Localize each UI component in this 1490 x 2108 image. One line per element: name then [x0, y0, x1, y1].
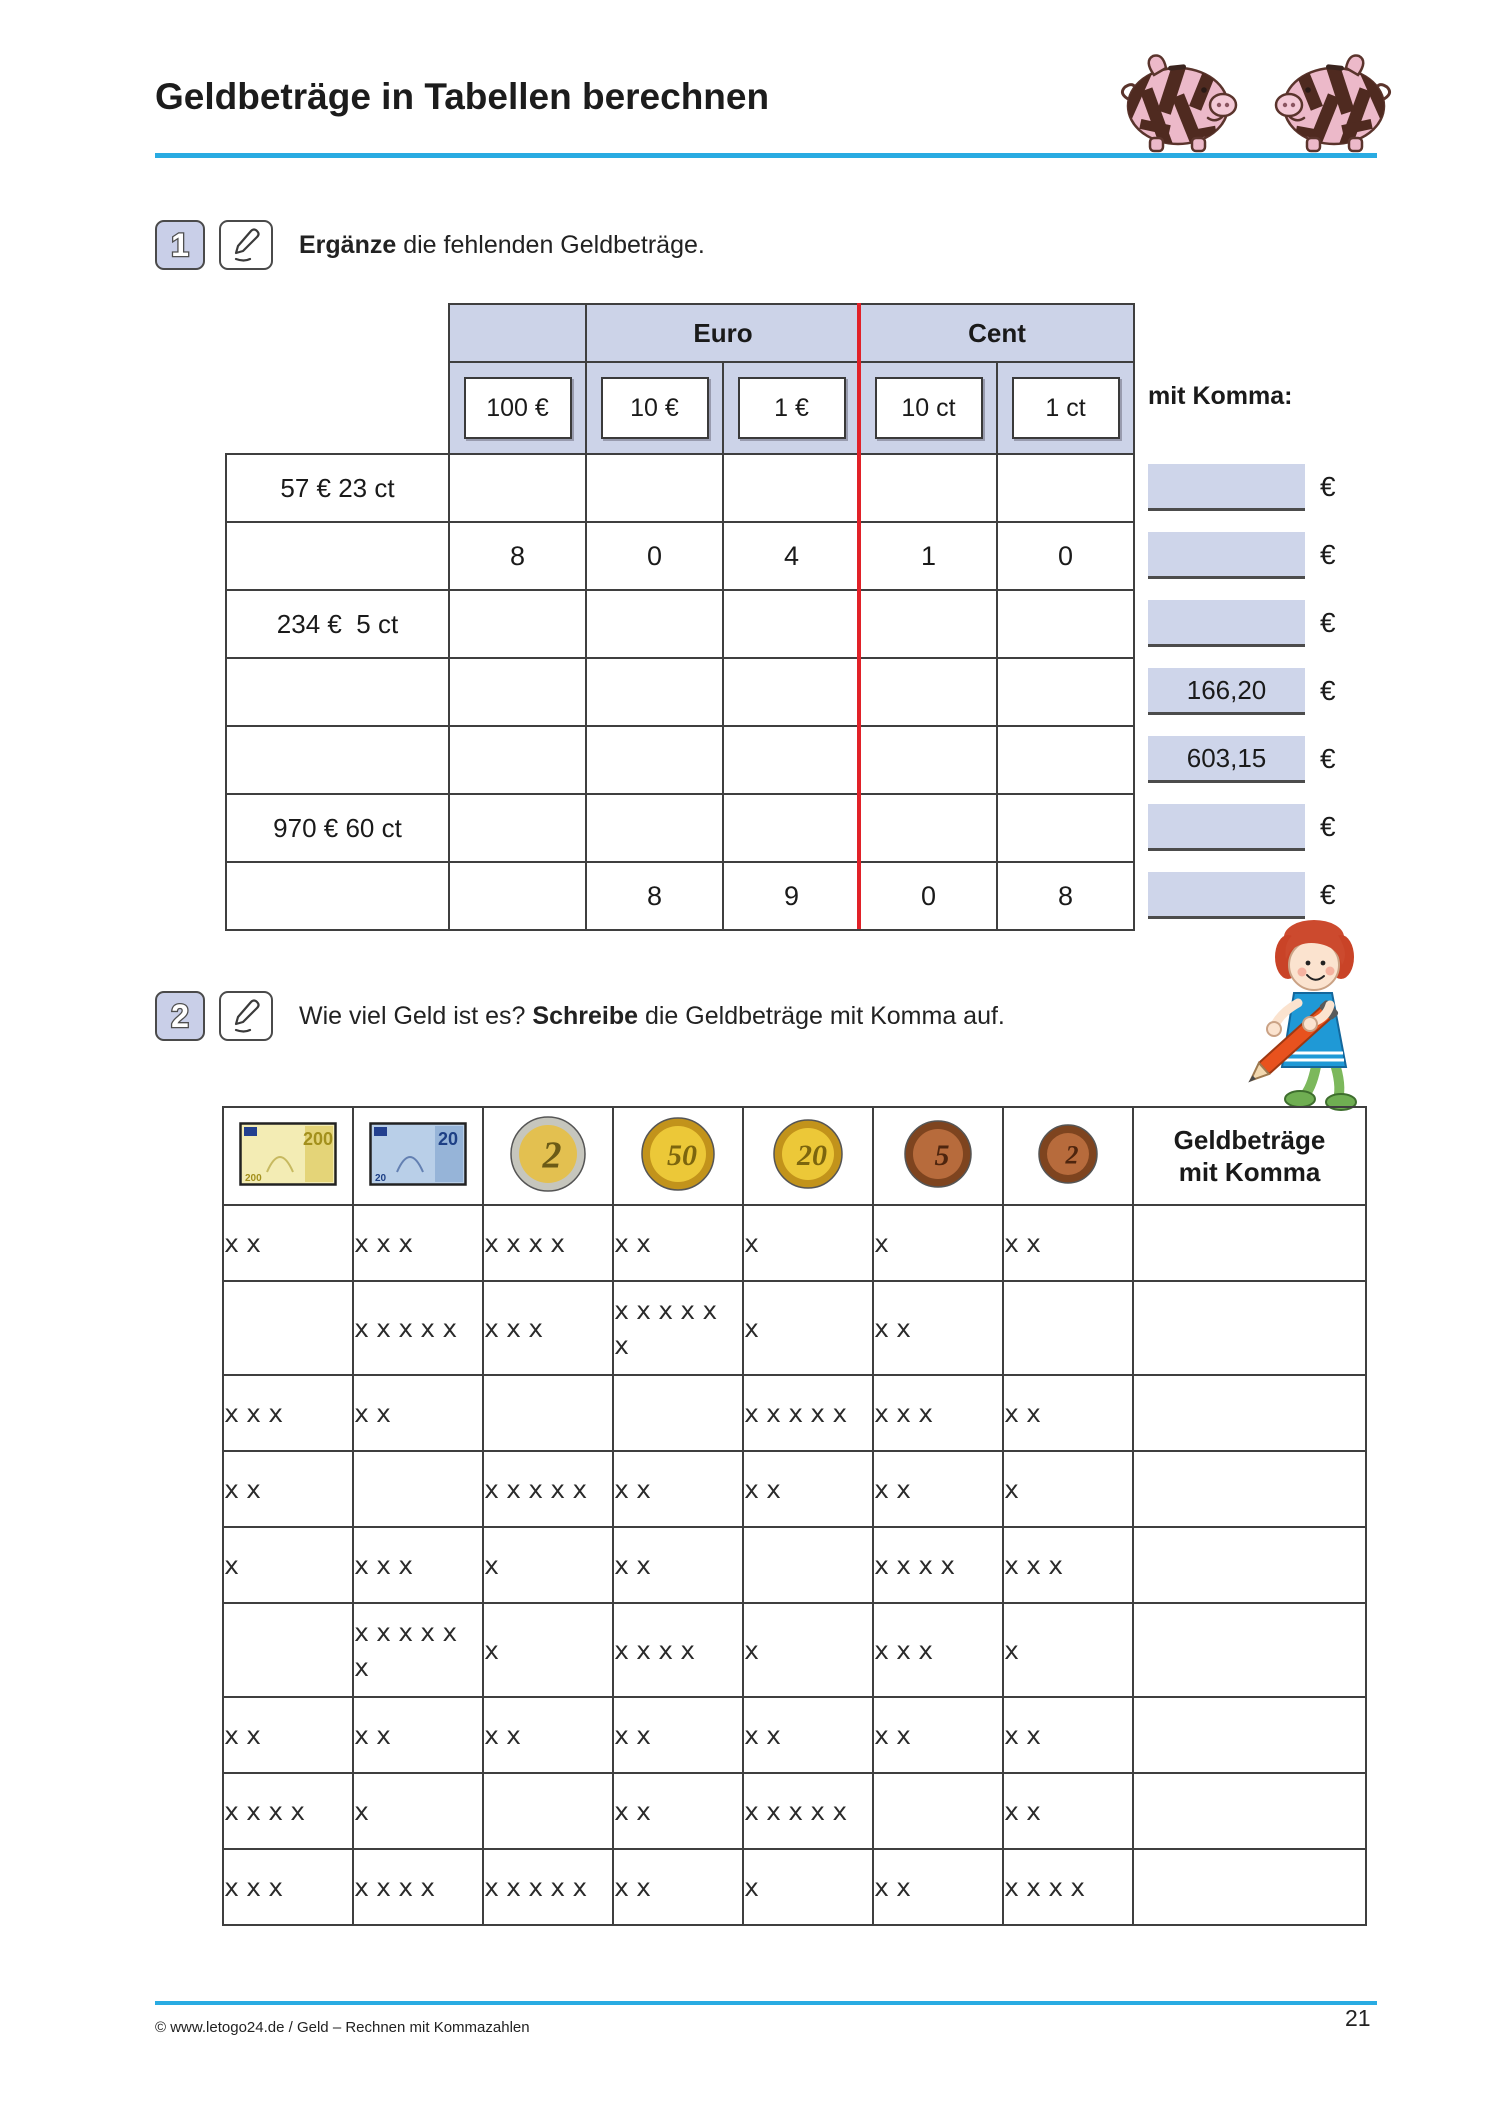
exercise-number-badge	[155, 991, 205, 1041]
amount-answer-cell[interactable]	[1133, 1527, 1366, 1603]
coin-count-cell	[743, 1527, 873, 1603]
row-label: 234 € 5 ct	[226, 590, 449, 658]
coin-count-cell: xx	[873, 1849, 1003, 1925]
svg-text:200: 200	[302, 1128, 334, 1149]
coin-count-cell: xxxxx	[743, 1375, 873, 1451]
coin-count-cell	[483, 1375, 613, 1451]
row-label	[226, 726, 449, 794]
given-digit-cell: 0	[860, 862, 997, 930]
exercise1-header	[155, 220, 705, 270]
coin-count-cell: xx	[873, 1451, 1003, 1527]
coin-count-cell: xx	[613, 1697, 743, 1773]
empty-digit-cell[interactable]	[860, 794, 997, 862]
coin-count-cell: xxxx	[873, 1527, 1003, 1603]
coin-50-cent-icon	[613, 1107, 743, 1205]
coin-count-cell: xx	[613, 1849, 743, 1925]
komma-row	[1148, 589, 1398, 657]
coin-count-cell	[873, 1773, 1003, 1849]
footer-divider	[155, 2001, 1377, 2005]
given-digit-cell: 8	[449, 522, 586, 590]
row-label	[226, 522, 449, 590]
given-digit-cell: 0	[586, 522, 723, 590]
amount-answer-cell[interactable]	[1133, 1281, 1366, 1375]
coin-count-cell: xx	[743, 1451, 873, 1527]
piggy-banks-illustration	[1120, 48, 1392, 161]
komma-answer-column	[1148, 453, 1398, 929]
coin-count-cell: xxxx	[223, 1773, 353, 1849]
table-row	[223, 1527, 1366, 1603]
komma-row	[1148, 725, 1398, 793]
coin-count-cell: xxxxx	[483, 1849, 613, 1925]
euro-suffix: €	[1320, 607, 1336, 638]
instruction-bold: Schreibe	[532, 1001, 639, 1030]
instruction-suffix: die Geldbeträge mit Komma auf.	[638, 1001, 1005, 1030]
coin-count-cell: xxx	[223, 1849, 353, 1925]
komma-answer-field[interactable]	[1148, 600, 1305, 647]
table-row	[223, 1773, 1366, 1849]
given-digit-cell: 0	[997, 522, 1134, 590]
exercise1-instruction	[299, 231, 705, 260]
coin-count-cell: xxxxx	[483, 1451, 613, 1527]
unit-header-cell	[997, 362, 1134, 454]
empty-digit-cell[interactable]	[586, 658, 723, 726]
amount-answer-cell[interactable]	[1133, 1205, 1366, 1281]
empty-digit-cell[interactable]	[723, 658, 860, 726]
komma-column-label: mit Komma:	[1148, 382, 1293, 410]
coin-count-cell: xxxxx	[743, 1773, 873, 1849]
coin-count-cell	[223, 1281, 353, 1375]
coin-count-cell: xxx	[873, 1375, 1003, 1451]
komma-answer-field: 166,20	[1148, 668, 1305, 715]
instruction-prefix: Wie viel Geld ist es?	[299, 1001, 533, 1030]
table-row	[226, 590, 1134, 658]
coin-count-cell: xxxx	[613, 1603, 743, 1697]
empty-digit-cell[interactable]	[860, 454, 997, 522]
exercise2-header	[155, 991, 1005, 1041]
unit-header-cell	[723, 362, 860, 454]
euro-suffix: €	[1320, 743, 1336, 774]
table-row	[226, 726, 1134, 794]
banknote-20-euro-icon	[353, 1107, 483, 1205]
empty-digit-cell[interactable]	[723, 794, 860, 862]
empty-digit-cell[interactable]	[586, 794, 723, 862]
coin-count-cell: xx	[1003, 1205, 1133, 1281]
instruction-bold: Ergänze	[299, 230, 397, 259]
pencil-icon	[219, 220, 273, 270]
empty-digit-cell[interactable]	[997, 454, 1134, 522]
row-label: 57 € 23 ct	[226, 454, 449, 522]
coin-count-cell	[1003, 1281, 1133, 1375]
svg-text:2: 2	[542, 1134, 562, 1177]
pencil-icon	[219, 991, 273, 1041]
komma-row	[1148, 521, 1398, 589]
exercise-number-badge	[155, 220, 205, 270]
unit-header-row	[226, 362, 1134, 454]
coin-count-cell: xxx	[483, 1281, 613, 1375]
coin-count-cell: xxxx	[353, 1849, 483, 1925]
given-digit-cell: 4	[723, 522, 860, 590]
group-header-euro: Euro	[586, 304, 860, 362]
empty-digit-cell[interactable]	[860, 726, 997, 794]
coin-count-cell: xx	[613, 1205, 743, 1281]
unit-header-cell	[449, 362, 586, 454]
komma-answer-field[interactable]	[1148, 464, 1305, 511]
coin-count-cell	[353, 1451, 483, 1527]
unit-label-box: 1 €	[738, 377, 846, 439]
euro-suffix: €	[1320, 471, 1336, 502]
coin-count-cell: x	[873, 1205, 1003, 1281]
coin-count-cell: xxxxx	[353, 1281, 483, 1375]
komma-answer-field[interactable]	[1148, 804, 1305, 851]
komma-answer-field: 603,15	[1148, 736, 1305, 783]
amount-answer-cell[interactable]	[1133, 1603, 1366, 1697]
empty-digit-cell[interactable]	[449, 794, 586, 862]
coin-count-cell: xx	[873, 1697, 1003, 1773]
row-label	[226, 658, 449, 726]
page-number: 21	[1345, 2005, 1371, 2031]
coin-count-cell	[613, 1375, 743, 1451]
komma-row	[1148, 657, 1398, 725]
coin-count-cell: x	[743, 1603, 873, 1697]
euro-suffix: €	[1320, 811, 1336, 842]
empty-digit-cell[interactable]	[449, 862, 586, 930]
coin-count-cell: xxx	[873, 1603, 1003, 1697]
coin-count-cell	[223, 1603, 353, 1697]
svg-text:20: 20	[437, 1128, 459, 1149]
table-row	[223, 1451, 1366, 1527]
svg-text:20: 20	[375, 1172, 387, 1184]
coin-count-cell: x	[743, 1281, 873, 1375]
coin-count-cell: xx	[223, 1697, 353, 1773]
amount-answer-cell[interactable]	[1133, 1773, 1366, 1849]
coin-count-cell: xx	[1003, 1375, 1133, 1451]
table-row	[226, 454, 1134, 522]
empty-digit-cell[interactable]	[997, 726, 1134, 794]
empty-digit-cell[interactable]	[997, 590, 1134, 658]
empty-digit-cell[interactable]	[723, 590, 860, 658]
empty-digit-cell[interactable]	[586, 454, 723, 522]
unit-header-cell	[586, 362, 723, 454]
unit-label-box: 100 €	[464, 377, 572, 439]
coin-2-cent-icon	[1003, 1107, 1133, 1205]
coin-count-cell: xxxx	[483, 1205, 613, 1281]
coin-count-cell: xx	[1003, 1773, 1133, 1849]
given-digit-cell: 8	[586, 862, 723, 930]
coin-count-cell: x	[743, 1205, 873, 1281]
svg-text:2: 2	[1065, 1139, 1079, 1169]
coin-count-cell: xxxx	[1003, 1849, 1133, 1925]
empty-digit-cell[interactable]	[586, 726, 723, 794]
coin-count-cell: xx	[1003, 1697, 1133, 1773]
footer-credit: © www.letogo24.de / Geld – Rechnen mit Kommazahlen	[155, 2019, 530, 2036]
coin-count-cell: xxx	[223, 1375, 353, 1451]
empty-digit-cell[interactable]	[449, 726, 586, 794]
given-digit-cell: 9	[723, 862, 860, 930]
table-row	[226, 862, 1134, 930]
empty-digit-cell[interactable]	[997, 794, 1134, 862]
amount-answer-cell[interactable]	[1133, 1849, 1366, 1925]
money-header-row	[223, 1107, 1366, 1205]
table-row	[223, 1603, 1366, 1697]
row-label: 970 € 60 ct	[226, 794, 449, 862]
coin-count-cell: x	[483, 1603, 613, 1697]
coin-count-cell: xxx	[1003, 1527, 1133, 1603]
euro-suffix: €	[1320, 675, 1336, 706]
group-header-blank	[449, 304, 586, 362]
euro-cent-divider-line	[857, 303, 861, 929]
komma-row	[1148, 793, 1398, 861]
empty-digit-cell[interactable]	[723, 726, 860, 794]
svg-text:200: 200	[245, 1172, 262, 1184]
euro-suffix: €	[1320, 539, 1336, 570]
coin-count-cell: xx	[613, 1773, 743, 1849]
amount-answer-cell[interactable]	[1133, 1451, 1366, 1527]
coin-count-cell: xxxxx x	[613, 1281, 743, 1375]
table-row	[226, 794, 1134, 862]
euro-suffix: €	[1320, 879, 1336, 910]
table-row	[223, 1849, 1366, 1925]
coin-count-cell: x	[1003, 1451, 1133, 1527]
coin-count-cell: xx	[223, 1451, 353, 1527]
table-row	[226, 522, 1134, 590]
empty-digit-cell[interactable]	[723, 454, 860, 522]
komma-row	[1148, 453, 1398, 521]
coin-count-cell: xxx	[353, 1205, 483, 1281]
coin-count-cell: xx	[743, 1697, 873, 1773]
empty-digit-cell[interactable]	[586, 590, 723, 658]
euro-cent-table	[225, 303, 1135, 931]
komma-answer-field[interactable]	[1148, 532, 1305, 579]
table-row	[223, 1697, 1366, 1773]
page-title: Geldbeträge in Tabellen berechnen	[155, 76, 770, 117]
svg-text:50: 50	[667, 1138, 697, 1172]
empty-digit-cell[interactable]	[860, 590, 997, 658]
coin-count-cell: xx	[353, 1697, 483, 1773]
table-row	[223, 1205, 1366, 1281]
unit-label-box: 10 €	[601, 377, 709, 439]
empty-digit-cell[interactable]	[997, 658, 1134, 726]
empty-digit-cell[interactable]	[449, 454, 586, 522]
svg-text:2: 2	[171, 998, 189, 1034]
instruction-rest: die fehlenden Geldbeträge.	[396, 230, 705, 259]
coin-count-cell: xxxxx x	[353, 1603, 483, 1697]
svg-text:20: 20	[797, 1138, 827, 1172]
coin-5-cent-icon	[873, 1107, 1003, 1205]
coin-2-euro-icon	[483, 1107, 613, 1205]
empty-digit-cell[interactable]	[860, 658, 997, 726]
row-label	[226, 862, 449, 930]
coin-count-cell: x	[743, 1849, 873, 1925]
coin-20-cent-icon	[743, 1107, 873, 1205]
coin-count-cell: xx	[873, 1281, 1003, 1375]
svg-text:1: 1	[171, 227, 189, 263]
coin-count-cell: xx	[613, 1451, 743, 1527]
table-row	[223, 1375, 1366, 1451]
empty-digit-cell[interactable]	[449, 658, 586, 726]
unit-label-box: 1 ct	[1012, 377, 1120, 439]
amounts-column-header: Geldbeträge mit Komma	[1133, 1107, 1366, 1205]
amount-answer-cell[interactable]	[1133, 1375, 1366, 1451]
title-divider	[155, 153, 1377, 158]
coin-count-cell: xx	[353, 1375, 483, 1451]
coin-count-cell: x	[353, 1773, 483, 1849]
given-digit-cell: 1	[860, 522, 997, 590]
coin-count-cell: x	[1003, 1603, 1133, 1697]
table-row	[223, 1281, 1366, 1375]
exercise2-instruction	[299, 1002, 1005, 1031]
coin-count-cell: xx	[223, 1205, 353, 1281]
unit-header-cell	[860, 362, 997, 454]
group-header-cent: Cent	[860, 304, 1134, 362]
coin-count-cell	[483, 1773, 613, 1849]
unit-label-box: 10 ct	[875, 377, 983, 439]
amount-answer-cell[interactable]	[1133, 1697, 1366, 1773]
money-count-table	[222, 1106, 1367, 1926]
coin-count-cell: x	[483, 1527, 613, 1603]
coin-count-cell: x	[223, 1527, 353, 1603]
given-digit-cell: 8	[997, 862, 1134, 930]
svg-text:5: 5	[934, 1138, 950, 1172]
group-header-row	[226, 304, 1134, 362]
empty-digit-cell[interactable]	[449, 590, 586, 658]
coin-count-cell: xx	[483, 1697, 613, 1773]
table-row	[226, 658, 1134, 726]
banknote-200-euro-icon	[223, 1107, 353, 1205]
girl-with-pencil-illustration	[1222, 903, 1382, 1116]
coin-count-cell: xxx	[353, 1527, 483, 1603]
coin-count-cell: xx	[613, 1527, 743, 1603]
